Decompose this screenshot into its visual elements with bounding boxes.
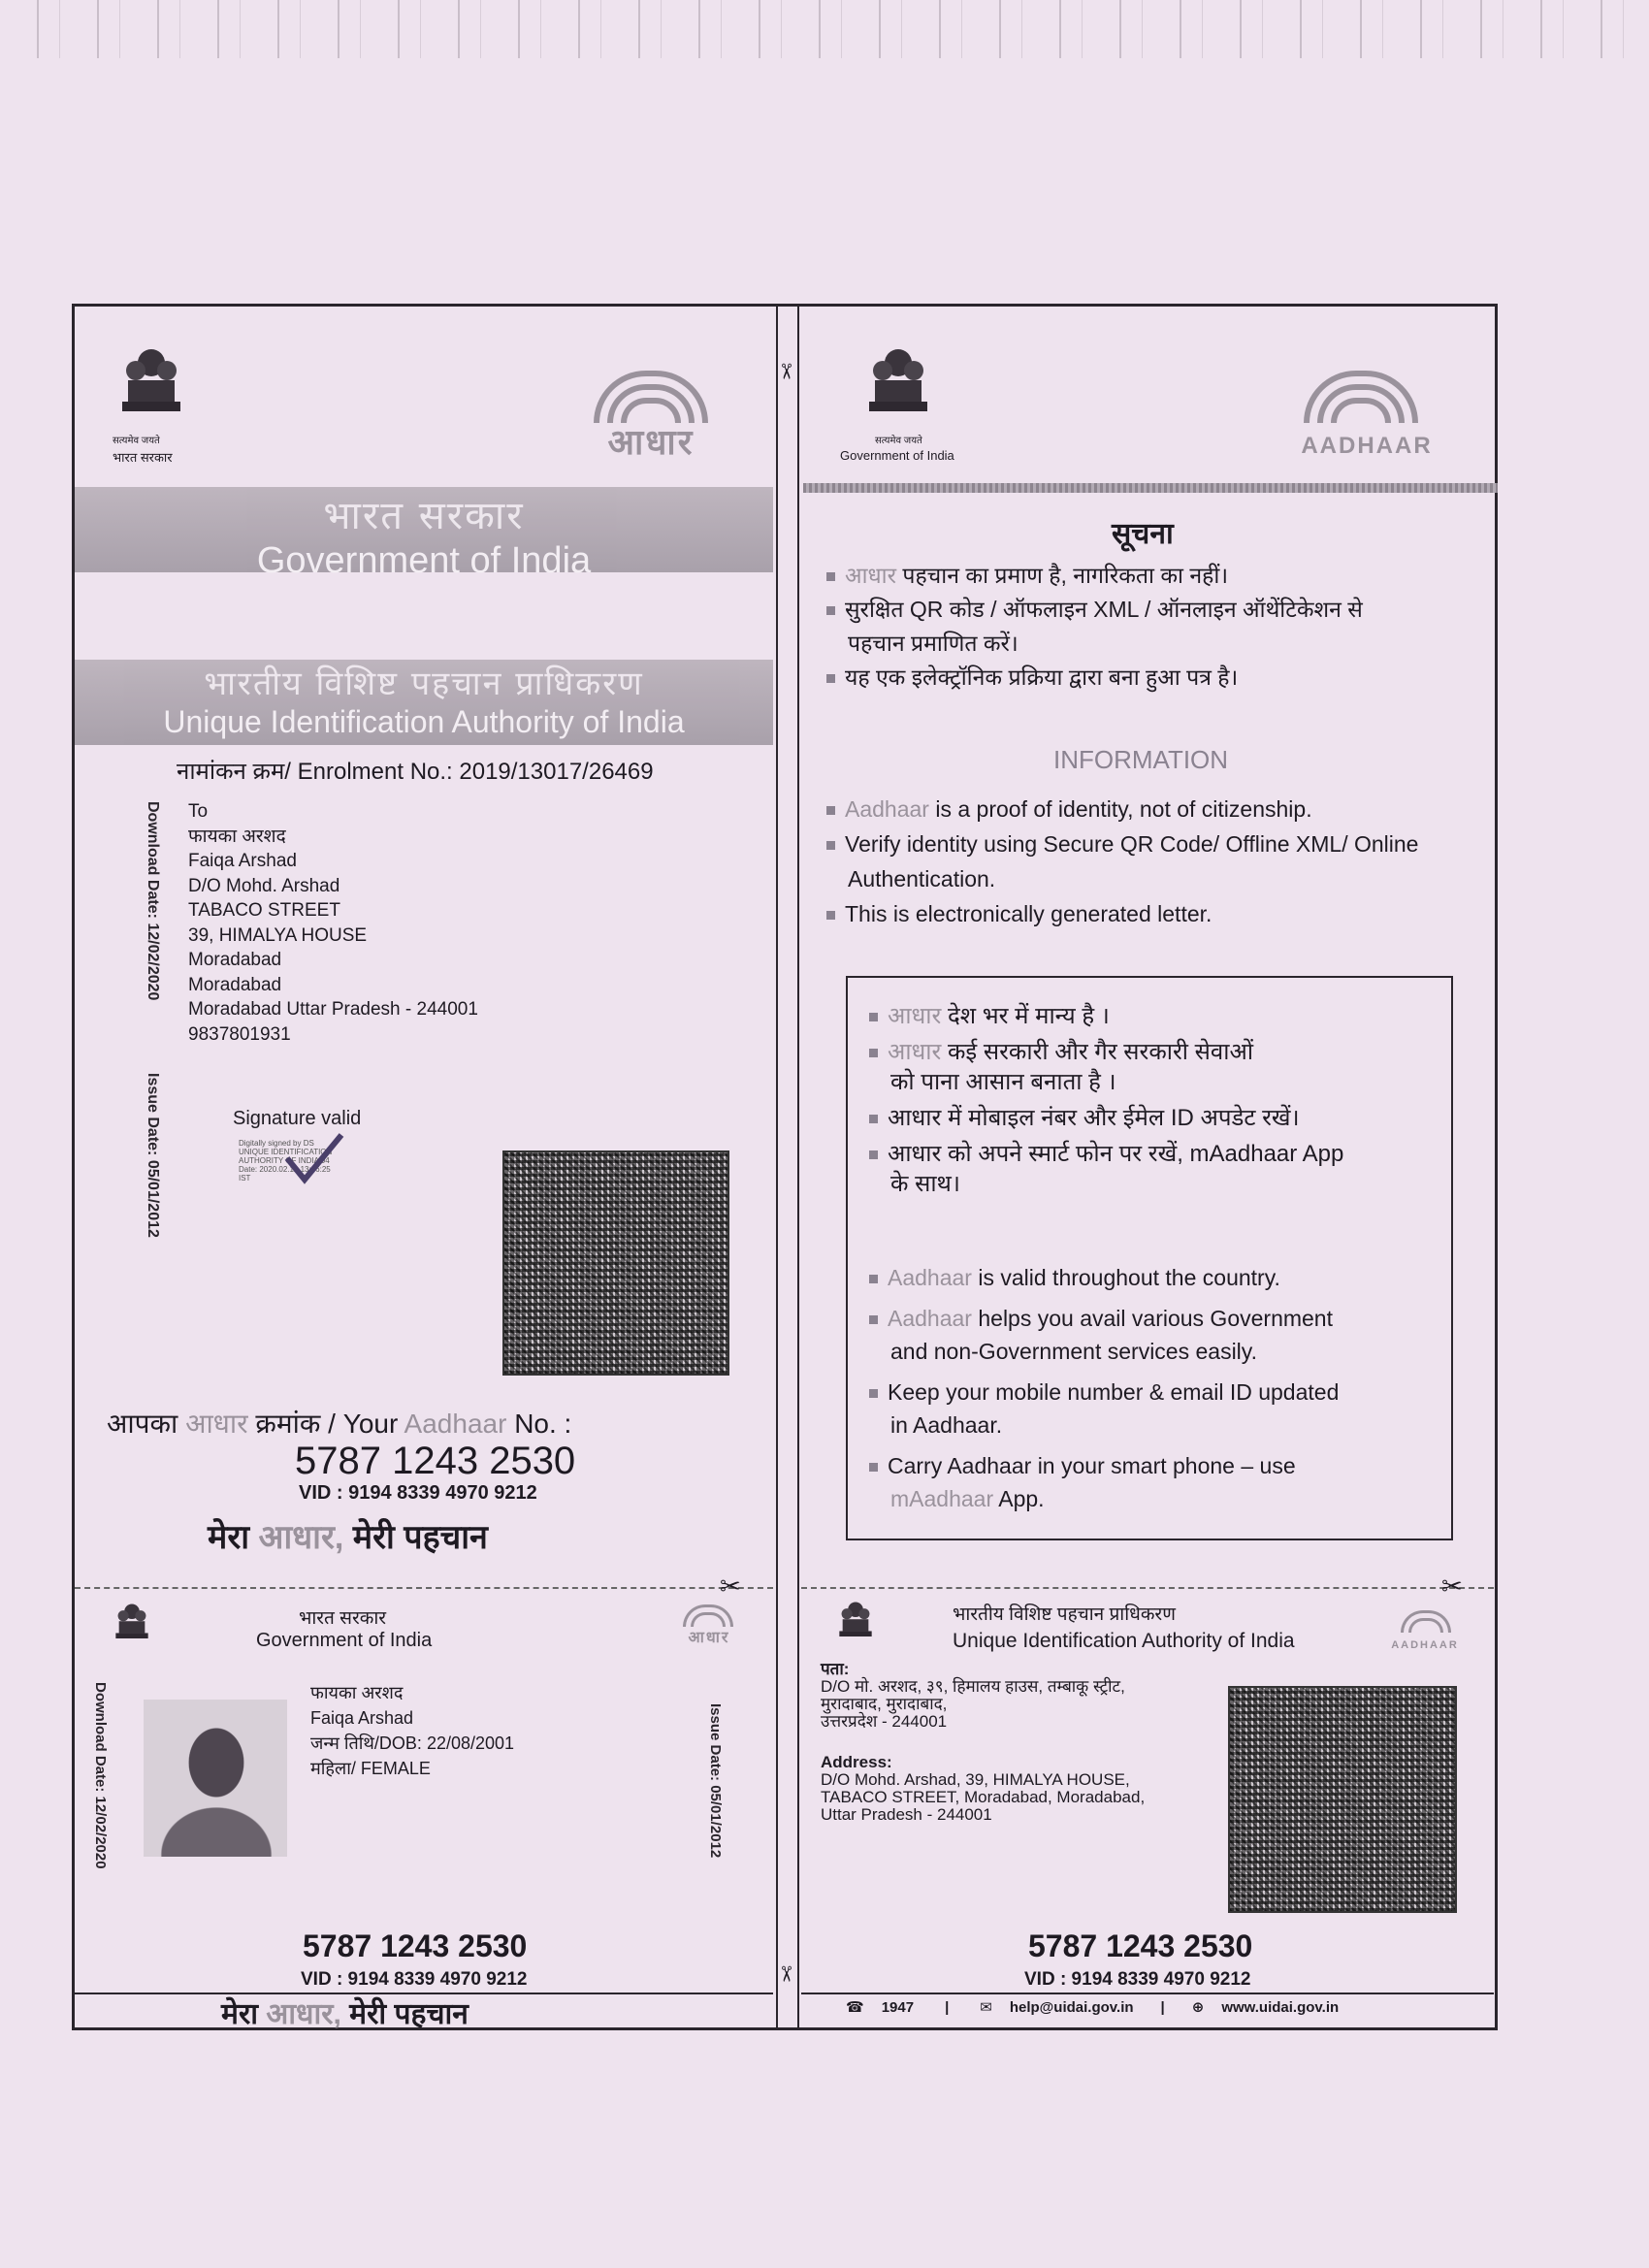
aadhaar-logo-hindi: आधार	[607, 422, 695, 462]
emblem-caption: सत्यमेव जयते	[875, 436, 922, 446]
info-item: This is electronically generated letter.	[826, 896, 1418, 931]
band-uidai-hindi: भारतीय विशिष्ट पहचान प्राधिकरण	[204, 664, 644, 703]
aadhaar-logo-hindi: आधार	[688, 1630, 730, 1646]
header-rule	[803, 483, 1498, 493]
national-emblem-icon	[116, 341, 186, 434]
footer-phone: 1947	[881, 1998, 915, 2016]
box-item: Keep your mobile number & email ID updated	[869, 1376, 1339, 1409]
notice-item: आधार पहचान का प्रमाण है, नागरिकता का नहीं।	[826, 559, 1363, 593]
box-item: Aadhaar is valid throughout the country.	[869, 1261, 1339, 1294]
address-line: फायका अरशद	[188, 826, 286, 847]
uidai-band	[75, 660, 773, 745]
address-line: 39, HIMALYA HOUSE	[188, 924, 368, 946]
recipient-address	[188, 799, 478, 1047]
address-label: Address:	[821, 1753, 892, 1771]
aadhaar-logo-english: AADHAAR	[1391, 1639, 1459, 1651]
scissors-icon: ✂	[774, 362, 799, 381]
back-address-hindi	[821, 1661, 1125, 1731]
address-line: TABACO STREET	[188, 900, 340, 921]
address-line: Faiqa Arshad	[188, 851, 297, 871]
checkmark-icon	[283, 1131, 345, 1190]
pata-label: पता:	[821, 1660, 850, 1678]
card-tagline: मेरा आधार, मेरी पहचान	[221, 1998, 469, 2030]
phone-icon: ☎	[846, 1999, 864, 2016]
qr-code	[502, 1150, 729, 1376]
box-item: Carry Aadhaar in your smart phone – use	[869, 1449, 1339, 1482]
vid-number: VID : 9194 8339 4970 9212	[299, 1482, 537, 1504]
back-uidai-english: Unique Identification Authority of India	[953, 1630, 1295, 1652]
address-line: To	[188, 801, 209, 822]
scissors-icon: ✂	[774, 1964, 799, 1984]
gov-hindi-small: भारत सरकार	[113, 450, 173, 465]
tagline: मेरा आधार, मेरी पहचान	[208, 1519, 488, 1556]
national-emblem-icon	[836, 1597, 875, 1652]
info-item: Verify identity using Secure QR Code/ Offline XML/ Online	[826, 826, 1418, 861]
aadhaar-number: 5787 1243 2530	[295, 1440, 576, 1482]
back-aadhaar-number: 5787 1243 2530	[1028, 1928, 1253, 1963]
aadhaar-logo-english: AADHAAR	[1301, 433, 1433, 459]
cut-line-right	[801, 1587, 1494, 1589]
address-line: D/O Mohd. Arshad, 39, HIMALYA HOUSE,	[821, 1770, 1130, 1789]
notice-item: सुरक्षित QR कोड / ऑफलाइन XML / ऑनलाइन ऑथेंटिकेशन से	[826, 593, 1363, 627]
card-holder-details	[310, 1680, 514, 1781]
gov-english-small: Government of India	[840, 448, 954, 463]
back-footer: ☎ 1947 | ✉ help@uidai.gov.in | ⊕ www.uidai.gov.in	[846, 1998, 1340, 2016]
phone-number: 9837801931	[188, 1023, 291, 1045]
signature-detail: Digitally signed by DS UNIQUE IDENTIFICATION AUTHORITY OF INDIA 04 Date: 2020.02.12 13:46:25 IST	[239, 1139, 333, 1183]
notice-item: पहचान प्रमाणित करें।	[848, 631, 1018, 656]
card-gov-english: Government of India	[256, 1630, 433, 1651]
issue-date-vertical: Issue Date: 05/01/2012	[707, 1703, 724, 1859]
band-uidai-english: Unique Identification Authority of India	[163, 704, 685, 739]
pata-line: उत्तरप्रदेश - 244001	[821, 1712, 948, 1731]
gov-band	[75, 487, 773, 581]
box-item: के साथ।	[890, 1171, 960, 1197]
card-dob: जन्म तिथि/DOB: 22/08/2001	[310, 1733, 515, 1753]
band-gov-hindi: भारत सरकार	[323, 494, 525, 538]
box-hindi-list	[869, 1001, 1343, 1199]
box-english-list	[869, 1261, 1339, 1515]
cut-line-left	[75, 1587, 773, 1589]
globe-icon: ⊕	[1191, 1999, 1205, 2016]
band-gov-english: Government of India	[256, 540, 592, 581]
scissors-icon: ✂	[1441, 1571, 1463, 1601]
info-item: Authentication.	[848, 866, 996, 891]
card-gov-hindi: भारत सरकार	[299, 1608, 387, 1629]
enrolment-number: नामांकन क्रम/ Enrolment No.: 2019/13017/26469	[177, 759, 654, 785]
notice-title: सूचना	[1112, 518, 1174, 550]
footer-web[interactable]: www.uidai.gov.in	[1221, 1998, 1340, 2016]
info-list	[826, 792, 1418, 931]
address-line: Moradabad	[188, 950, 282, 970]
box-item: आधार कई सरकारी और गैर सरकारी सेवाओं	[869, 1037, 1343, 1067]
info-title: INFORMATION	[1053, 745, 1229, 774]
address-line: Moradabad Uttar Pradesh - 244001	[188, 999, 478, 1020]
box-item: आधार देश भर में मान्य है ।	[869, 1001, 1343, 1031]
box-item: आधार में मोबाइल नंबर और ईमेल ID अपडेट रखें।	[869, 1103, 1343, 1133]
mail-icon: ✉	[980, 1999, 992, 2016]
center-divider-right	[797, 304, 799, 2030]
national-emblem-icon	[113, 1599, 151, 1654]
pata-line: D/O मो. अरशद, ३९, हिमालय हाउस, तम्बाकू स्ट्रीट,	[821, 1677, 1125, 1696]
scissors-icon: ✂	[720, 1571, 741, 1601]
box-item: and non-Government services easily.	[890, 1339, 1257, 1364]
address-line: TABACO STREET, Moradabad, Moradabad,	[821, 1788, 1146, 1806]
signature-label: Signature valid	[233, 1108, 362, 1129]
national-emblem-icon	[863, 341, 933, 434]
card-aadhaar-number: 5787 1243 2530	[303, 1928, 528, 1963]
box-item: in Aadhaar.	[890, 1412, 1003, 1438]
info-item: Aadhaar is a proof of identity, not of citizenship.	[826, 792, 1418, 826]
center-divider-left	[776, 304, 778, 2030]
footer-email[interactable]: help@uidai.gov.in	[1009, 1998, 1134, 2016]
card-name-hindi: फायका अरशद	[310, 1683, 404, 1702]
back-footer-rule	[801, 1993, 1494, 1994]
pata-line: मुरादाबाद, मुरादाबाद,	[821, 1695, 948, 1713]
box-item: Aadhaar helps you avail various Government	[869, 1302, 1339, 1335]
address-line: Uttar Pradesh - 244001	[821, 1805, 992, 1824]
emblem-caption: सत्यमेव जयते	[113, 436, 160, 446]
card-gender: महिला/ FEMALE	[310, 1759, 431, 1778]
back-vid: VID : 9194 8339 4970 9212	[1024, 1969, 1251, 1990]
holder-photo	[144, 1700, 287, 1857]
download-date-vertical: Download Date: 12/02/2020	[92, 1682, 109, 1869]
back-qr-code	[1228, 1686, 1457, 1913]
address-line: D/O Mohd. Arshad	[188, 875, 340, 896]
scan-top-strip	[0, 0, 1649, 58]
address-line: Moradabad	[188, 974, 282, 995]
box-item: को पाना आसान बनाता है ।	[890, 1069, 1116, 1095]
box-item: mAadhaar App.	[890, 1486, 1045, 1511]
notice-item: यह एक इलेक्ट्रॉनिक प्रक्रिया द्वारा बना हुआ पत्र है।	[826, 661, 1363, 695]
back-uidai-hindi: भारतीय विशिष्ट पहचान प्राधिकरण	[953, 1604, 1176, 1625]
card-name: Faiqa Arshad	[310, 1708, 414, 1728]
issue-date-vertical: Issue Date: 05/01/2012	[145, 1073, 161, 1238]
back-address-english	[821, 1754, 1145, 1824]
your-aadhaar-label: आपका आधार क्रमांक / Your Aadhaar No. :	[107, 1409, 572, 1439]
download-date-vertical: Download Date: 12/02/2020	[145, 801, 161, 1001]
card-vid: VID : 9194 8339 4970 9212	[301, 1969, 528, 1990]
notice-hindi-list	[826, 559, 1363, 695]
box-item: आधार को अपने स्मार्ट फोन पर रखें, mAadhaar App	[869, 1139, 1343, 1169]
